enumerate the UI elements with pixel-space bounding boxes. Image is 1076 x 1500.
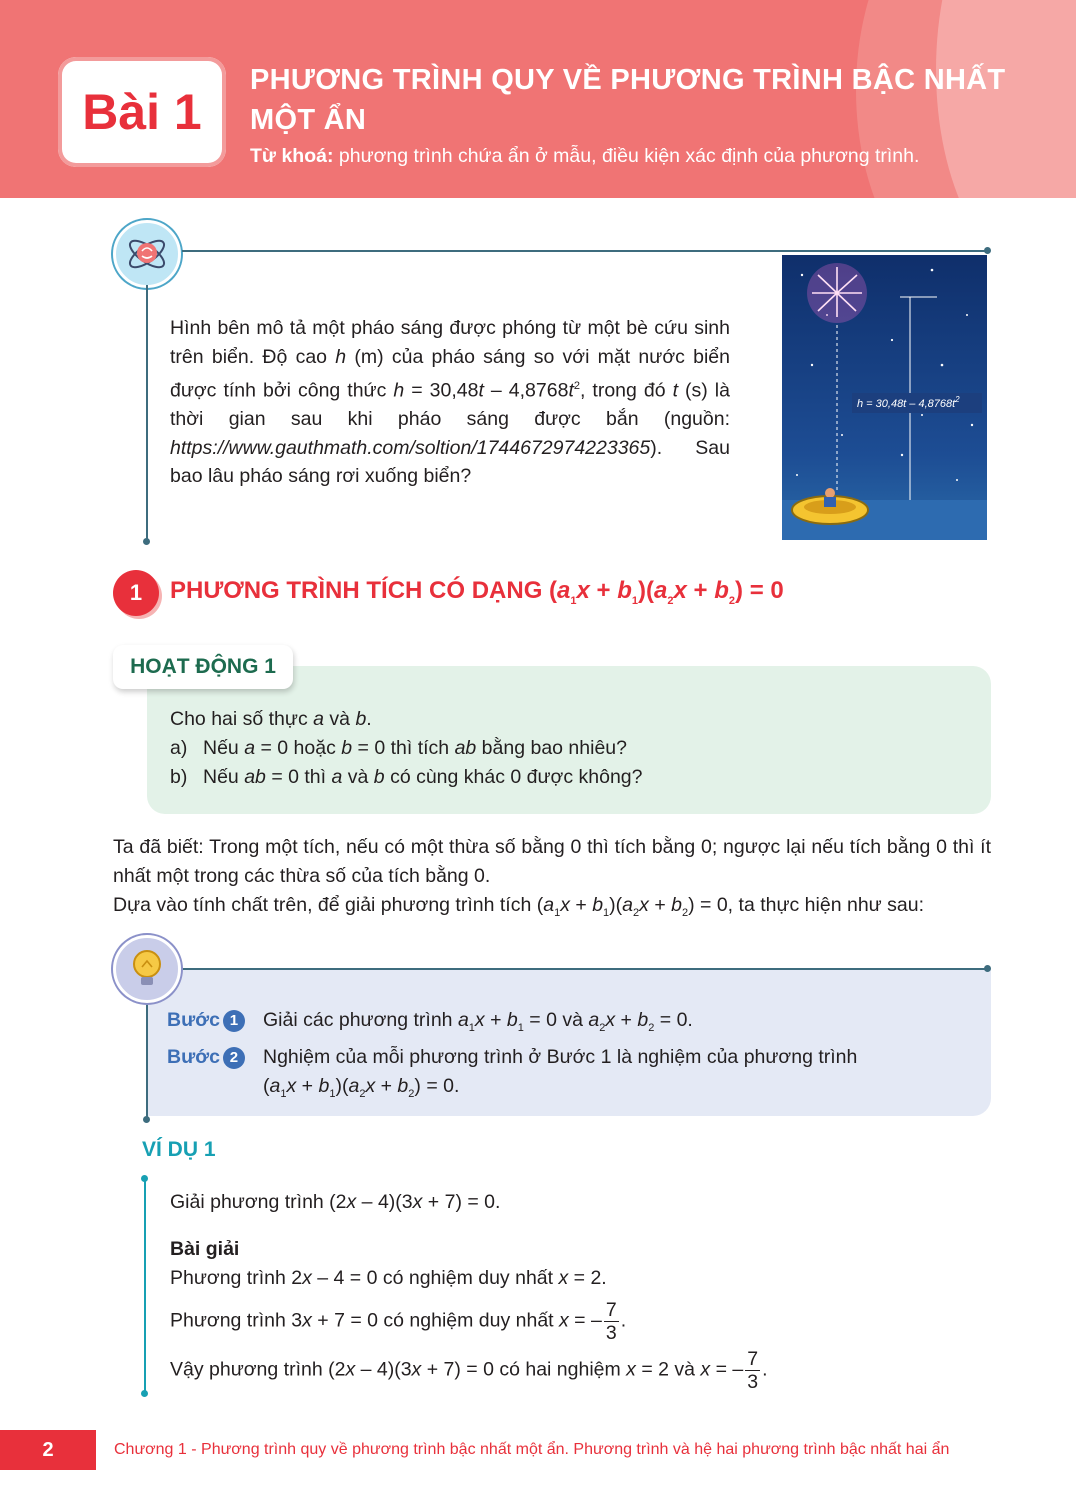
example-rule-dot-bottom <box>141 1390 148 1397</box>
keywords-text: phương trình chứa ẩn ở mẫu, điều kiện xác định của phương trình. <box>333 145 920 167</box>
example-rule-dot <box>141 1175 148 1182</box>
steps-rule-dot <box>984 965 991 972</box>
solution-line-2: Phương trình 3x + 7 = 0 có nghiệm duy nhất x = – $\frac{7}{3}$ . <box>170 1299 627 1344</box>
lightbulb-icon <box>113 935 181 1003</box>
intro-rule-top <box>182 250 988 252</box>
example-problem: Giải phương trình (2x – 4)(3x + 7) = 0. <box>170 1191 501 1213</box>
solution-label: Bài giải <box>170 1238 240 1260</box>
steps-rule-dot-bottom <box>143 1116 150 1123</box>
keywords-label: Từ khoá: <box>250 145 334 167</box>
lesson-title <box>250 60 1010 140</box>
intro-rule-dot-bottom <box>143 538 150 545</box>
page-number: 2 <box>0 1430 96 1470</box>
chapter-footer: Chương 1 - Phương trình quy về phương trình bậc nhất một ẩn. Phương trình và hệ hai phương trình bậc nhất hai ẩn <box>114 1441 950 1458</box>
activity-intro: Cho hai số thực a và b. <box>170 708 372 730</box>
brain-atom-icon <box>113 220 181 288</box>
intro-rule-dot <box>984 247 991 254</box>
lesson-badge: Bài 1 <box>58 57 226 167</box>
title-line-1: PHƯƠNG TRÌNH QUY VỀ PHƯƠNG TRÌNH BẬC NHẤT <box>250 64 1006 96</box>
step-1: Bước 1 Giải các phương trình $a_1x + b_1 = 0$ và $a_2x + b_2 = 0$. <box>167 1009 693 1034</box>
example-text <box>170 1188 950 1393</box>
solution-line-3: Vậy phương trình (2x – 4)(3x + 7) = 0 có hai nghiệm x = 2 và x = – $\frac{7}{3}$ . <box>170 1348 768 1393</box>
title-line-2: MỘT ẨN <box>250 104 367 136</box>
section-title: PHƯƠNG TRÌNH TÍCH CÓ DẠNG $(a_1x + b_1)(a_2x + b_2) = 0$ <box>170 577 784 607</box>
steps-text <box>167 1006 967 1109</box>
steps-rule-top <box>182 968 988 970</box>
activity-item-a: a) Nếu a = 0 hoặc b = 0 thì tích ab bằng bao nhiêu? <box>170 737 627 759</box>
steps-rule-left <box>146 1000 148 1120</box>
explanation-paragraph: Ta đã biết: Trong một tích, nếu có một thừa số bằng 0 thì tích bằng 0; ngược lại nếu tích bằng 0 thì ít nhất một trong các thừa số của tích bằng 0. Dựa vào tính chất trên, để giải phương trình tích $(a_1x + b_1)(a_2x + b_2) = 0$, ta thực hiện như sau: <box>113 836 991 919</box>
step-2: Bước 2 Nghiệm của mỗi phương trình ở Bước 1 là nghiệm của phương trình $(a_1x + b_1)(a_2x + b_2) = 0$. <box>167 1045 858 1100</box>
example-title: VÍ DỤ 1 <box>142 1138 216 1161</box>
intro-rule-left <box>146 285 148 541</box>
activity-text <box>170 705 970 792</box>
activity-item-b: b) Nếu ab = 0 thì a và b có cùng khác 0 được không? <box>170 766 643 788</box>
section-number: 1 <box>113 570 159 616</box>
keywords <box>250 145 1050 168</box>
flare-illustration <box>782 255 987 540</box>
source-link[interactable]: https://www.gauthmath.com/soltion/1744672974223365 <box>170 436 651 459</box>
intro-text: Hình bên mô tả một pháo sáng được phóng từ một bè cứu sinh trên biển. Độ cao h (m) của pháo sáng so với mặt nước biển được tính bởi công thức $h = 30,48t - 4,8768t^2$, trong đó t (s) là thời gian sau khi pháo sáng được bắn (nguồn: https://www.gauthmath.com/soltion/1744672974223365). Sau bao lâu pháo sáng rơi xuống biển? <box>170 317 730 488</box>
activity-tab: HOẠT ĐỘNG 1 <box>113 645 293 689</box>
svg-text:h = 30,48t – 4,8768t2: $h = 30,48t - 4,8768t^2$ <box>857 395 960 410</box>
example-rule <box>144 1178 146 1394</box>
solution-line-1: Phương trình 2x – 4 = 0 có nghiệm duy nhất x = 2. <box>170 1267 607 1289</box>
